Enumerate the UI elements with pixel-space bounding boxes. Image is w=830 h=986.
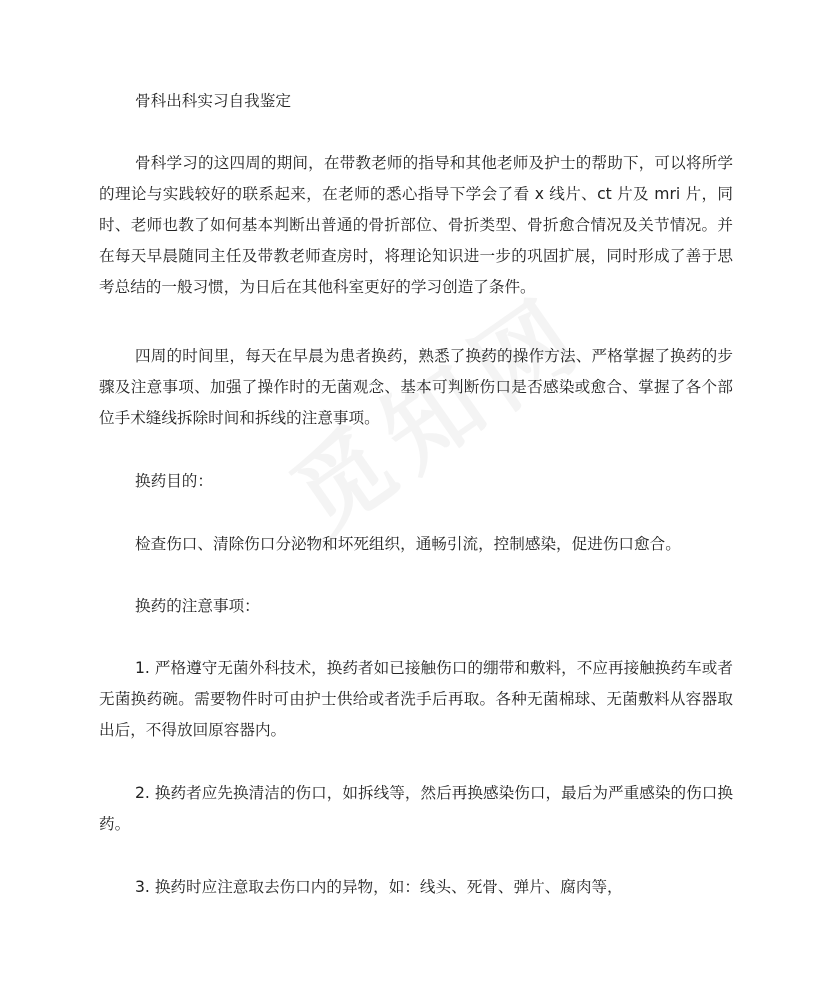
purpose-text: 检查伤口、清除伤口分泌物和坏死组织，通畅引流，控制感染，促进伤口愈合。: [135, 535, 681, 553]
paragraph-dressing: 四周的时间里，每天在早晨为患者换药，熟悉了换药的操作方法、严格掌握了换药的步骤及注意事项、加强了操作时的无菌观念、基本可判断伤口是否感染或愈合、掌握了各个部位手术缝线拆除时间和拆线的注意事项。: [99, 347, 733, 427]
list-item-2: 2. 换药者应先换清洁的伤口，如拆线等，然后再换感染伤口，最后为严重感染的伤口换药。: [99, 784, 733, 833]
paragraph-intro: 骨科学习的这四周的期间，在带教老师的指导和其他老师及护士的帮助下，可以将所学的理论与实践较好的联系起来，在老师的悉心指导下学会了看 x 线片、ct 片及 mri 片，同时、老师也教了如何基本判断出普通的骨折部位、骨折类型、骨折愈合情况及关节情况。并在每天早晨随同主任及带教老师查房时，将理论知识进一步的巩固扩展，同时形成了善于思考总结的一般习惯，为日后在其他科室更好的学习创造了条件。: [99, 154, 733, 296]
document-title: 骨科出科实习自我鉴定: [135, 92, 291, 110]
purpose-heading: 换药目的：: [135, 472, 213, 490]
notes-heading: 换药的注意事项：: [135, 597, 260, 615]
list-item-3: 3. 换药时应注意取去伤口内的异物，如：线头、死骨、弹片、腐肉等，: [135, 878, 623, 896]
list-item-1: 1. 严格遵守无菌外科技术，换药者如已接触伤口的绷带和敷料，不应再接触换药车或者无菌换药碗。需要物件时可由护士供给或者洗手后再取。各种无菌棉球、无菌敷料从容器取出后，不得放回原容器内。: [99, 659, 733, 739]
